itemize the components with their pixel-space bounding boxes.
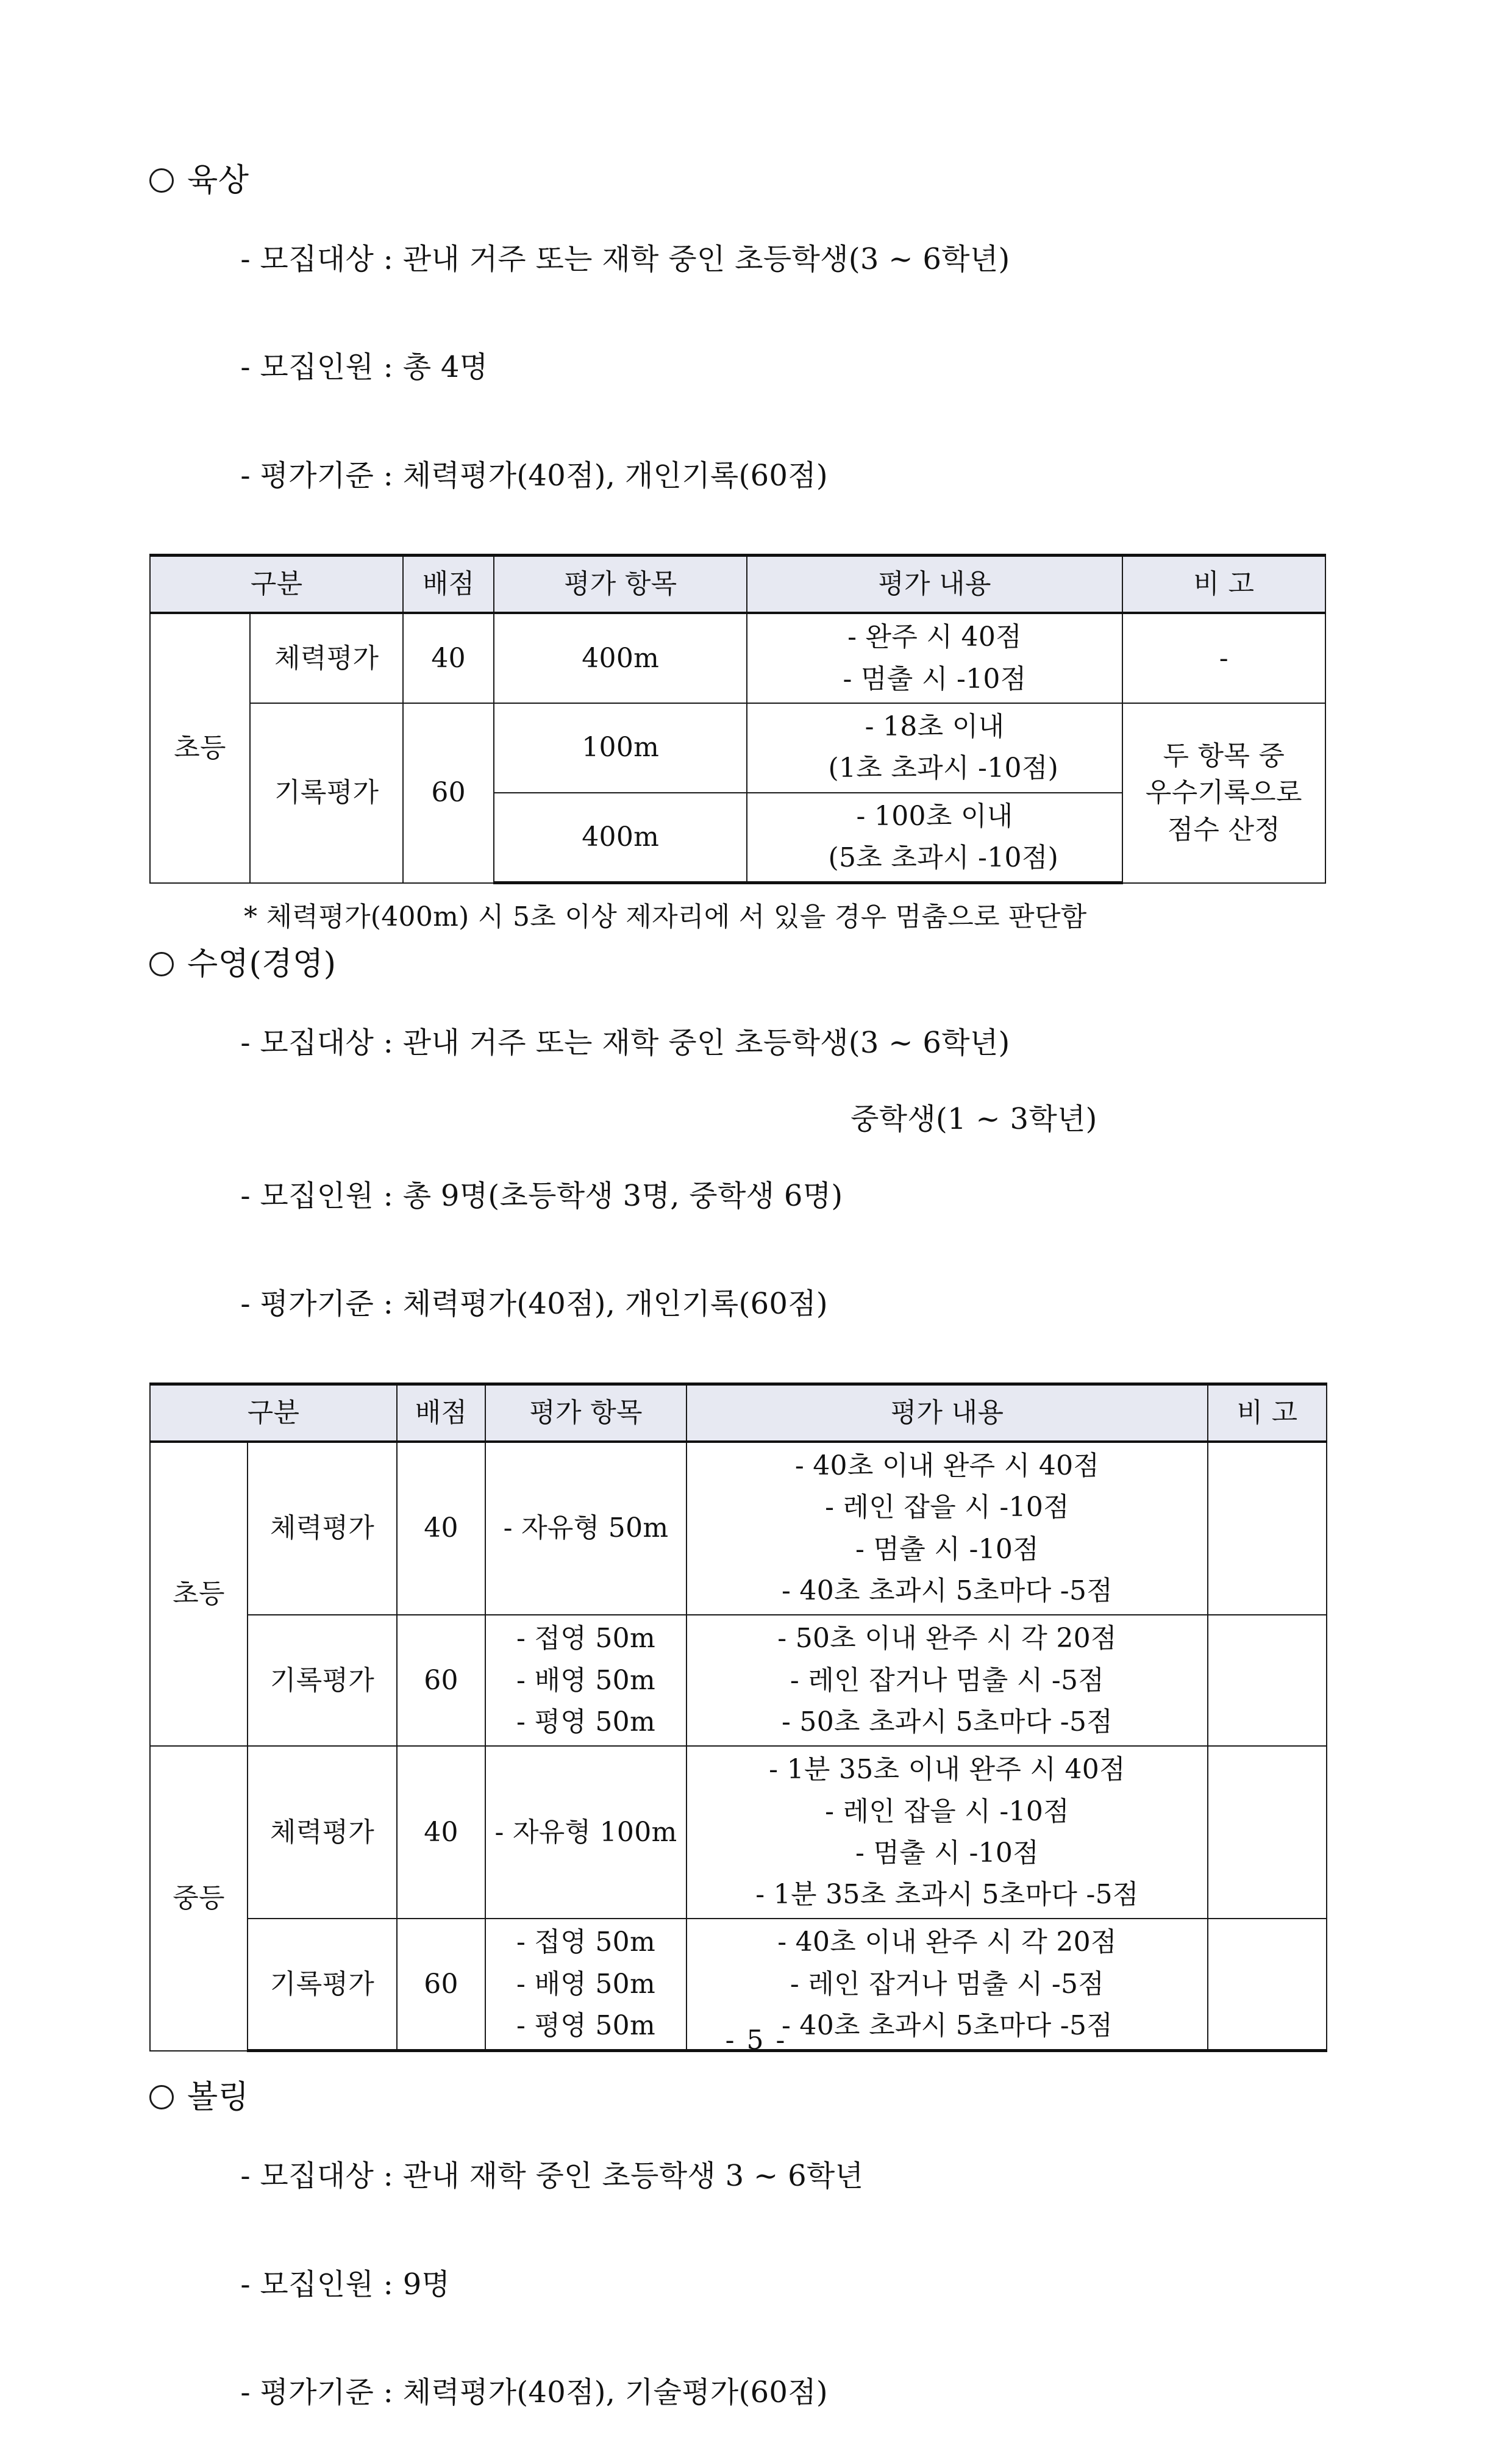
header-content: 평가 내용 bbox=[747, 556, 1122, 614]
bullet-text: - 모집인원 : 총 9명(초등학생 3명, 중학생 6명) bbox=[240, 1178, 843, 1213]
cell-points-60: 60 bbox=[397, 1615, 485, 1746]
header-remark: 비 고 bbox=[1122, 556, 1325, 614]
bullet-swimming-target-continued: 중학생(1 ~ 3학년) bbox=[850, 1102, 1097, 1137]
cell-remark-empty bbox=[1208, 1746, 1327, 1919]
cell-remark-best-record: 두 항목 중 우수기록으로 점수 산정 bbox=[1122, 703, 1325, 883]
cell-category-fitness: 체력평가 bbox=[248, 1746, 397, 1919]
header-item: 평가 항목 bbox=[485, 1384, 686, 1442]
cell-category-record: 기록평가 bbox=[248, 1615, 397, 1746]
header-baejeom: 배점 bbox=[403, 556, 494, 614]
cell-item-400m: 400m bbox=[494, 613, 747, 703]
bullet-text: - 모집대상 : 관내 재학 중인 초등학생 3 ~ 6학년 bbox=[240, 2159, 864, 2194]
cell-content-fitness: - 완주 시 40점 - 멈출 시 -10점 bbox=[747, 613, 1122, 703]
bullet-athletics-target bbox=[149, 212, 1363, 307]
bullet-swimming-criteria bbox=[149, 1257, 1363, 1352]
table-header-row bbox=[150, 556, 1325, 614]
cell-points-60: 60 bbox=[403, 703, 494, 883]
bullet-athletics-quota bbox=[149, 320, 1363, 415]
cell-category-record: 기록평가 bbox=[250, 703, 403, 883]
page-number: - 5 - bbox=[725, 2025, 787, 2056]
cell-category-fitness: 체력평가 bbox=[248, 1442, 397, 1615]
section-title-bowling: 볼링 bbox=[187, 2079, 249, 2116]
bullet-text: - 모집인원 : 총 4명 bbox=[240, 350, 488, 385]
table-row bbox=[150, 613, 1325, 703]
cell-points-40: 40 bbox=[397, 1442, 485, 1615]
bullet-text: - 모집인원 : 9명 bbox=[240, 2267, 451, 2302]
table-athletics bbox=[149, 554, 1326, 884]
section-heading-bowling bbox=[149, 2079, 1363, 2116]
circle-bullet-icon bbox=[149, 168, 174, 193]
cell-item-freestyle-100m: - 자유형 100m bbox=[485, 1746, 686, 1919]
cell-content-fitness-middle: - 1분 35초 이내 완주 시 40점 - 레인 잡을 시 -10점 - 멈출 시 -10점 - 1분 35초 초과시 5초마다 -5점 bbox=[686, 1746, 1208, 1919]
section-heading-athletics bbox=[149, 162, 1363, 199]
note-athletics: * 체력평가(400m) 시 5초 이상 제자리에 서 있을 경우 멈춤으로 판단함 bbox=[244, 901, 1087, 933]
bullet-text: - 평가기준 : 체력평가(40점), 개인기록(60점) bbox=[240, 458, 828, 493]
section-title-swimming: 수영(경영) bbox=[187, 945, 337, 982]
table-row bbox=[150, 1615, 1327, 1746]
cell-level-middle: 중등 bbox=[150, 1746, 248, 2051]
header-content: 평가 내용 bbox=[686, 1384, 1208, 1442]
table-row bbox=[150, 1442, 1327, 1615]
cell-content-record-middle: - 40초 이내 완주 시 각 20점 - 레인 잡거나 멈출 시 -5점 - 40초 초과시 5초마다 -5점 bbox=[686, 1919, 1208, 2050]
bullet-bowling-criteria bbox=[149, 2345, 1363, 2440]
cell-content-fitness-elementary: - 40초 이내 완주 시 40점 - 레인 잡을 시 -10점 - 멈출 시 -10점 - 40초 초과시 5초마다 -5점 bbox=[686, 1442, 1208, 1615]
cell-remark-dash: - bbox=[1122, 613, 1325, 703]
header-gubun: 구분 bbox=[150, 1384, 397, 1442]
bullet-athletics-criteria bbox=[149, 429, 1363, 523]
cell-level-elementary: 초등 bbox=[150, 613, 250, 882]
cell-content-100m: - 18초 이내 (1초 초과시 -10점) bbox=[747, 703, 1122, 793]
cell-item-100m: 100m bbox=[494, 703, 747, 793]
table-row bbox=[150, 1746, 1327, 1919]
table-header-row bbox=[150, 1384, 1327, 1442]
bullet-bowling-quota bbox=[149, 2238, 1363, 2332]
cell-level-elementary: 초등 bbox=[150, 1442, 248, 1746]
cell-remark-empty bbox=[1208, 1615, 1327, 1746]
bullet-text: - 모집대상 : 관내 거주 또는 재학 중인 초등학생(3 ~ 6학년) bbox=[240, 1025, 1010, 1060]
bullet-swimming-target bbox=[149, 996, 1363, 1090]
header-gubun: 구분 bbox=[150, 556, 403, 614]
table-row bbox=[150, 703, 1325, 793]
cell-remark-empty bbox=[1208, 1442, 1327, 1615]
cell-item-freestyle-50m: - 자유형 50m bbox=[485, 1442, 686, 1615]
circle-bullet-icon bbox=[149, 952, 174, 976]
header-remark: 비 고 bbox=[1208, 1384, 1327, 1442]
document-body bbox=[149, 162, 1363, 2454]
section-heading-swimming bbox=[149, 945, 1363, 982]
table-swimming bbox=[149, 1383, 1327, 2052]
cell-category-fitness: 체력평가 bbox=[250, 613, 403, 703]
cell-item-strokes-middle: - 접영 50m - 배영 50m - 평영 50m bbox=[485, 1919, 686, 2050]
bullet-text: - 평가기준 : 체력평가(40점), 기술평가(60점) bbox=[240, 2375, 828, 2410]
cell-category-record: 기록평가 bbox=[248, 1919, 397, 2050]
circle-bullet-icon bbox=[149, 2085, 174, 2109]
cell-item-400m-record: 400m bbox=[494, 793, 747, 883]
bullet-swimming-quota bbox=[149, 1149, 1363, 1243]
cell-item-strokes-elementary: - 접영 50m - 배영 50m - 평영 50m bbox=[485, 1615, 686, 1746]
bullet-text: - 모집대상 : 관내 거주 또는 재학 중인 초등학생(3 ~ 6학년) bbox=[240, 241, 1010, 276]
section-title-athletics: 육상 bbox=[187, 162, 249, 199]
header-item: 평가 항목 bbox=[494, 556, 747, 614]
cell-points-60: 60 bbox=[397, 1919, 485, 2050]
cell-points-40: 40 bbox=[403, 613, 494, 703]
bullet-text: - 평가기준 : 체력평가(40점), 개인기록(60점) bbox=[240, 1287, 828, 1322]
cell-content-record-elementary: - 50초 이내 완주 시 각 20점 - 레인 잡거나 멈출 시 -5점 - 50초 초과시 5초마다 -5점 bbox=[686, 1615, 1208, 1746]
cell-points-40: 40 bbox=[397, 1746, 485, 1919]
header-baejeom: 배점 bbox=[397, 1384, 485, 1442]
bullet-bowling-target bbox=[149, 2129, 1363, 2223]
cell-content-400m: - 100초 이내 (5초 초과시 -10점) bbox=[747, 793, 1122, 883]
